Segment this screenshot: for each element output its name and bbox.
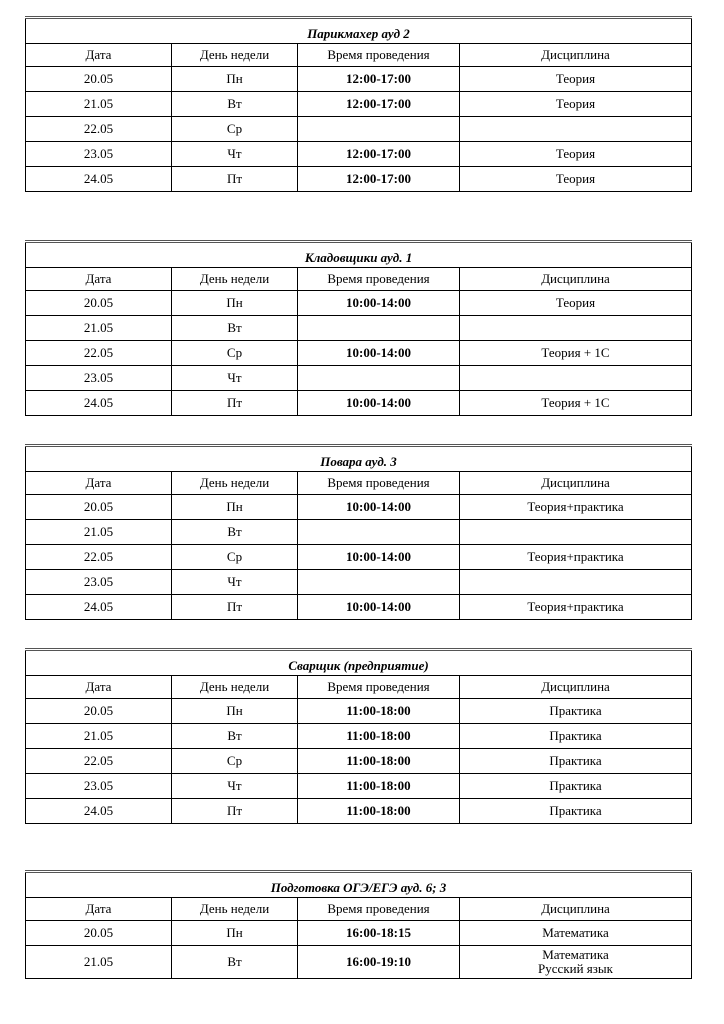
header-discipline: Дисциплина bbox=[460, 44, 692, 67]
schedule-table-storekeepers bbox=[25, 240, 692, 416]
cell-date: 20.05 bbox=[26, 921, 172, 946]
table-row bbox=[26, 774, 692, 799]
cell-discipline: Теория + 1С bbox=[460, 391, 692, 416]
cell-date: 23.05 bbox=[26, 570, 172, 595]
cell-date: 21.05 bbox=[26, 724, 172, 749]
header-discipline: Дисциплина bbox=[460, 676, 692, 699]
cell-discipline bbox=[460, 117, 692, 142]
header-day: День недели bbox=[172, 268, 298, 291]
header-discipline: Дисциплина bbox=[460, 472, 692, 495]
cell-time: 10:00-14:00 bbox=[298, 495, 460, 520]
schedule-table-hairdresser bbox=[25, 16, 692, 192]
header-time: Время проведения bbox=[298, 268, 460, 291]
cell-day: Ср bbox=[172, 117, 298, 142]
table-row bbox=[26, 316, 692, 341]
header-day: День недели bbox=[172, 44, 298, 67]
table-title: Парикмахер ауд 2 bbox=[26, 18, 692, 44]
header-time: Время проведения bbox=[298, 472, 460, 495]
cell-day: Пн bbox=[172, 699, 298, 724]
schedule-table-cooks bbox=[25, 444, 692, 620]
table-row bbox=[26, 799, 692, 824]
cell-time: 10:00-14:00 bbox=[298, 391, 460, 416]
cell-discipline: Теория + 1С bbox=[460, 341, 692, 366]
cell-day: Пт bbox=[172, 799, 298, 824]
table-row bbox=[26, 699, 692, 724]
header-day: День недели bbox=[172, 898, 298, 921]
cell-date: 20.05 bbox=[26, 67, 172, 92]
table-row bbox=[26, 520, 692, 545]
cell-time: 12:00-17:00 bbox=[298, 92, 460, 117]
cell-date: 22.05 bbox=[26, 117, 172, 142]
cell-time bbox=[298, 316, 460, 341]
cell-time bbox=[298, 570, 460, 595]
header-time: Время проведения bbox=[298, 44, 460, 67]
cell-day: Ср bbox=[172, 749, 298, 774]
cell-date: 22.05 bbox=[26, 749, 172, 774]
cell-time bbox=[298, 520, 460, 545]
header-day: День недели bbox=[172, 676, 298, 699]
cell-day: Пт bbox=[172, 167, 298, 192]
cell-date: 24.05 bbox=[26, 391, 172, 416]
cell-date: 21.05 bbox=[26, 92, 172, 117]
table-row bbox=[26, 921, 692, 946]
header-date: Дата bbox=[26, 268, 172, 291]
table-row bbox=[26, 391, 692, 416]
cell-time: 16:00-18:15 bbox=[298, 921, 460, 946]
cell-date: 22.05 bbox=[26, 545, 172, 570]
cell-time: 11:00-18:00 bbox=[298, 774, 460, 799]
cell-discipline: Практика bbox=[460, 799, 692, 824]
cell-date: 23.05 bbox=[26, 142, 172, 167]
cell-discipline: Математика Русский язык bbox=[460, 946, 692, 979]
header-date: Дата bbox=[26, 472, 172, 495]
table-row bbox=[26, 724, 692, 749]
table-title: Подготовка ОГЭ/ЕГЭ ауд. 6; 3 bbox=[26, 872, 692, 898]
cell-discipline: Теория+практика bbox=[460, 595, 692, 620]
cell-discipline bbox=[460, 366, 692, 391]
table-row bbox=[26, 92, 692, 117]
cell-discipline bbox=[460, 570, 692, 595]
cell-time: 16:00-19:10 bbox=[298, 946, 460, 979]
cell-date: 21.05 bbox=[26, 946, 172, 979]
cell-time bbox=[298, 366, 460, 391]
cell-discipline: Теория+практика bbox=[460, 495, 692, 520]
table-row bbox=[26, 495, 692, 520]
table-row bbox=[26, 341, 692, 366]
table-row bbox=[26, 291, 692, 316]
cell-day: Вт bbox=[172, 946, 298, 979]
cell-day: Ср bbox=[172, 341, 298, 366]
cell-date: 24.05 bbox=[26, 799, 172, 824]
table-row bbox=[26, 167, 692, 192]
table-row bbox=[26, 545, 692, 570]
cell-time: 11:00-18:00 bbox=[298, 749, 460, 774]
cell-date: 21.05 bbox=[26, 520, 172, 545]
cell-discipline: Практика bbox=[460, 749, 692, 774]
cell-discipline: Практика bbox=[460, 724, 692, 749]
schedule-table-exam-prep bbox=[25, 870, 692, 979]
cell-day: Чт bbox=[172, 142, 298, 167]
schedule-table-welder bbox=[25, 648, 692, 824]
table-row bbox=[26, 67, 692, 92]
cell-discipline: Теория bbox=[460, 67, 692, 92]
cell-day: Пт bbox=[172, 391, 298, 416]
header-discipline: Дисциплина bbox=[460, 268, 692, 291]
cell-day: Пн bbox=[172, 921, 298, 946]
header-time: Время проведения bbox=[298, 898, 460, 921]
table-row bbox=[26, 117, 692, 142]
cell-day: Вт bbox=[172, 724, 298, 749]
cell-day: Пт bbox=[172, 595, 298, 620]
table-title: Сварщик (предприятие) bbox=[26, 650, 692, 676]
cell-date: 21.05 bbox=[26, 316, 172, 341]
cell-day: Ср bbox=[172, 545, 298, 570]
header-time: Время проведения bbox=[298, 676, 460, 699]
cell-day: Пн bbox=[172, 291, 298, 316]
cell-discipline: Теория bbox=[460, 167, 692, 192]
cell-date: 24.05 bbox=[26, 595, 172, 620]
cell-time: 10:00-14:00 bbox=[298, 291, 460, 316]
table-row bbox=[26, 595, 692, 620]
cell-discipline: Теория bbox=[460, 291, 692, 316]
table-row bbox=[26, 749, 692, 774]
cell-time: 10:00-14:00 bbox=[298, 595, 460, 620]
cell-discipline: Теория+практика bbox=[460, 545, 692, 570]
table-row bbox=[26, 366, 692, 391]
cell-discipline bbox=[460, 520, 692, 545]
cell-date: 23.05 bbox=[26, 774, 172, 799]
cell-time bbox=[298, 117, 460, 142]
cell-date: 20.05 bbox=[26, 291, 172, 316]
cell-discipline: Теория bbox=[460, 92, 692, 117]
cell-discipline: Практика bbox=[460, 699, 692, 724]
header-date: Дата bbox=[26, 676, 172, 699]
cell-day: Чт bbox=[172, 774, 298, 799]
cell-day: Вт bbox=[172, 316, 298, 341]
cell-discipline bbox=[460, 316, 692, 341]
cell-time: 10:00-14:00 bbox=[298, 341, 460, 366]
cell-time: 11:00-18:00 bbox=[298, 724, 460, 749]
cell-time: 10:00-14:00 bbox=[298, 545, 460, 570]
table-row bbox=[26, 946, 692, 979]
cell-time: 12:00-17:00 bbox=[298, 167, 460, 192]
header-discipline: Дисциплина bbox=[460, 898, 692, 921]
table-title: Кладовщики ауд. 1 bbox=[26, 242, 692, 268]
cell-time: 12:00-17:00 bbox=[298, 142, 460, 167]
table-row bbox=[26, 142, 692, 167]
cell-date: 24.05 bbox=[26, 167, 172, 192]
cell-day: Пн bbox=[172, 67, 298, 92]
header-date: Дата bbox=[26, 44, 172, 67]
cell-discipline: Практика bbox=[460, 774, 692, 799]
cell-day: Чт bbox=[172, 366, 298, 391]
cell-date: 20.05 bbox=[26, 699, 172, 724]
cell-time: 11:00-18:00 bbox=[298, 799, 460, 824]
cell-date: 22.05 bbox=[26, 341, 172, 366]
cell-day: Вт bbox=[172, 520, 298, 545]
cell-day: Чт bbox=[172, 570, 298, 595]
cell-date: 20.05 bbox=[26, 495, 172, 520]
cell-time: 11:00-18:00 bbox=[298, 699, 460, 724]
cell-discipline: Математика bbox=[460, 921, 692, 946]
table-title: Повара ауд. 3 bbox=[26, 446, 692, 472]
header-day: День недели bbox=[172, 472, 298, 495]
cell-discipline: Теория bbox=[460, 142, 692, 167]
cell-day: Вт bbox=[172, 92, 298, 117]
cell-time: 12:00-17:00 bbox=[298, 67, 460, 92]
cell-date: 23.05 bbox=[26, 366, 172, 391]
header-date: Дата bbox=[26, 898, 172, 921]
cell-day: Пн bbox=[172, 495, 298, 520]
table-row bbox=[26, 570, 692, 595]
